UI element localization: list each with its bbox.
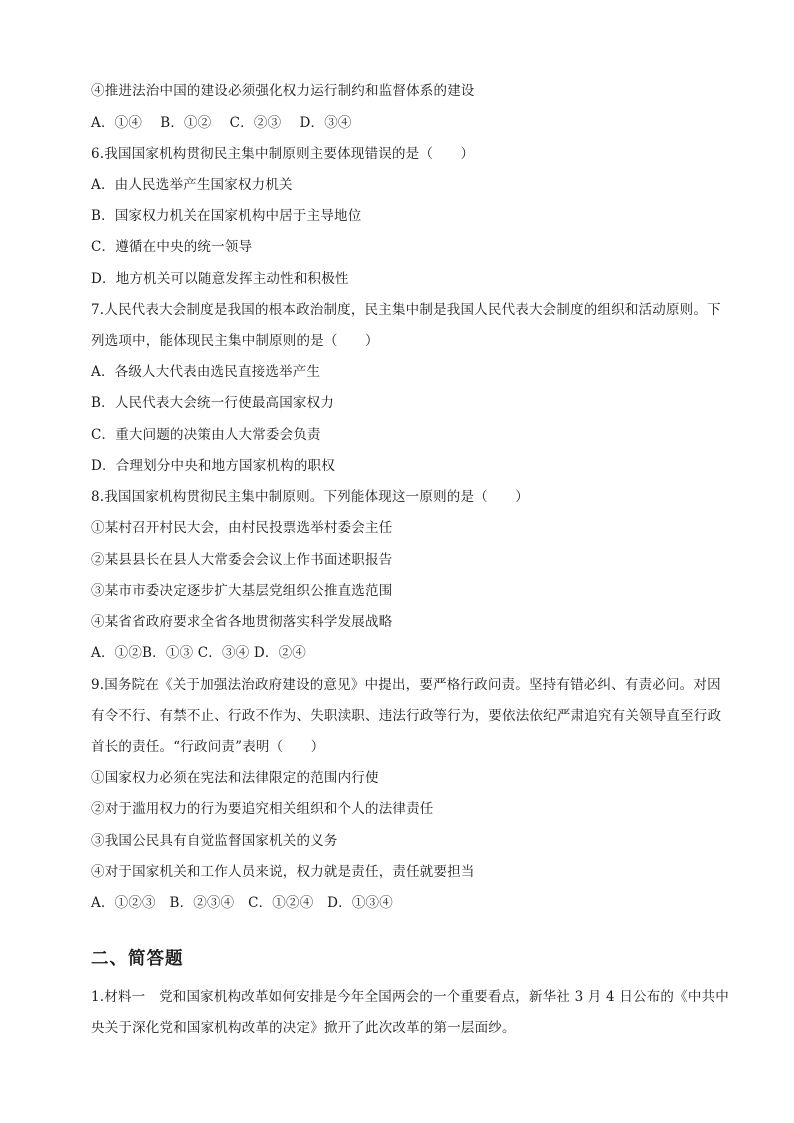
- q7-option-a: A．各级人大代表由选民直接选举产生: [91, 364, 321, 380]
- section-heading-short-answer: 二、简答题: [91, 949, 184, 969]
- q6-option-c: C．遵循在中央的统一领导: [91, 239, 253, 255]
- question-9-stem-line-2: 有令不行、有禁不止、行政不作为、失职渎职、违法行政等行为，要依法依纪严肃追究有关领导直至行政: [91, 708, 722, 724]
- question-7-stem-line-2: 列选项中，能体现民主集中制原则的是（ ）: [91, 333, 379, 349]
- question-9-stem-line-1: 9.国务院在《关于加强法治政府建设的意见》中提出，要严格行政问责。坚持有错必纠、有责必问。对因: [91, 677, 721, 693]
- answer-choices-q8: A．①②B．①③ C．③④ D．②④: [91, 645, 307, 661]
- q6-option-d: D．地方机关可以随意发挥主动性和积极性: [91, 271, 349, 287]
- q8-statement-4: ④某省省政府要求全省各地贯彻落实科学发展战略: [91, 614, 393, 630]
- option-statement-4: ④推进法治中国的建设必须强化权力运行制约和监督体系的建设: [91, 83, 475, 99]
- q7-option-c: C．重大问题的决策由人大常委会负责: [91, 427, 321, 443]
- short-answer-1-line-2: 央关于深化党和国家机构改革的决定》掀开了此次改革的第一层面纱。: [91, 1020, 516, 1036]
- answer-choices-q5: A．①④ B．①② C．②③ D．③④: [91, 115, 352, 131]
- q7-option-b: B．人民代表大会统一行使最高国家权力: [91, 395, 335, 411]
- q8-statement-1: ①某村召开村民大会，由村民投票选举村委会主任: [91, 520, 393, 536]
- question-7-stem-line-1: 7.人民代表大会制度是我国的根本政治制度，民主集中制是我国人民代表大会制度的组织和活动原则。下: [91, 302, 721, 318]
- q9-statement-1: ①国家权力必须在宪法和法律限定的范围内行使: [91, 770, 379, 786]
- q6-option-a: A．由人民选举产生国家权力机关: [91, 177, 293, 193]
- question-6-stem: 6.我国国家机构贯彻民主集中制原则主要体现错误的是（ ）: [91, 146, 475, 162]
- q9-statement-4: ④对于国家机关和工作人员来说，权力就是责任，责任就要担当: [91, 864, 475, 880]
- question-8-stem: 8.我国国家机构贯彻民主集中制原则。下列能体现这一原则的是（ ）: [91, 489, 529, 505]
- q9-statement-2: ②对于滥用权力的行为要追究相关组织和个人的法律责任: [91, 801, 434, 817]
- q8-statement-2: ②某县县长在县人大常委会会议上作书面述职报告: [91, 552, 393, 568]
- q6-option-b: B．国家权力机关在国家机构中居于主导地位: [91, 208, 362, 224]
- q8-statement-3: ③某市市委决定逐步扩大基层党组织公推直选范围: [91, 583, 393, 599]
- question-9-stem-line-3: 首长的责任。“行政问责”表明（ ）: [91, 739, 325, 755]
- short-answer-1-line-1: 1.材料一 党和国家机构改革如何安排是今年全国两会的一个重要看点，新华社 3 月 4 日公布的《中共中: [91, 989, 729, 1005]
- q7-option-d: D．合理划分中央和地方国家机构的职权: [91, 458, 335, 474]
- q9-statement-3: ③我国公民具有自觉监督国家机关的义务: [91, 833, 338, 849]
- answer-choices-q9: A．①②③ B．②③④ C．①②④ D．①③④: [91, 895, 393, 911]
